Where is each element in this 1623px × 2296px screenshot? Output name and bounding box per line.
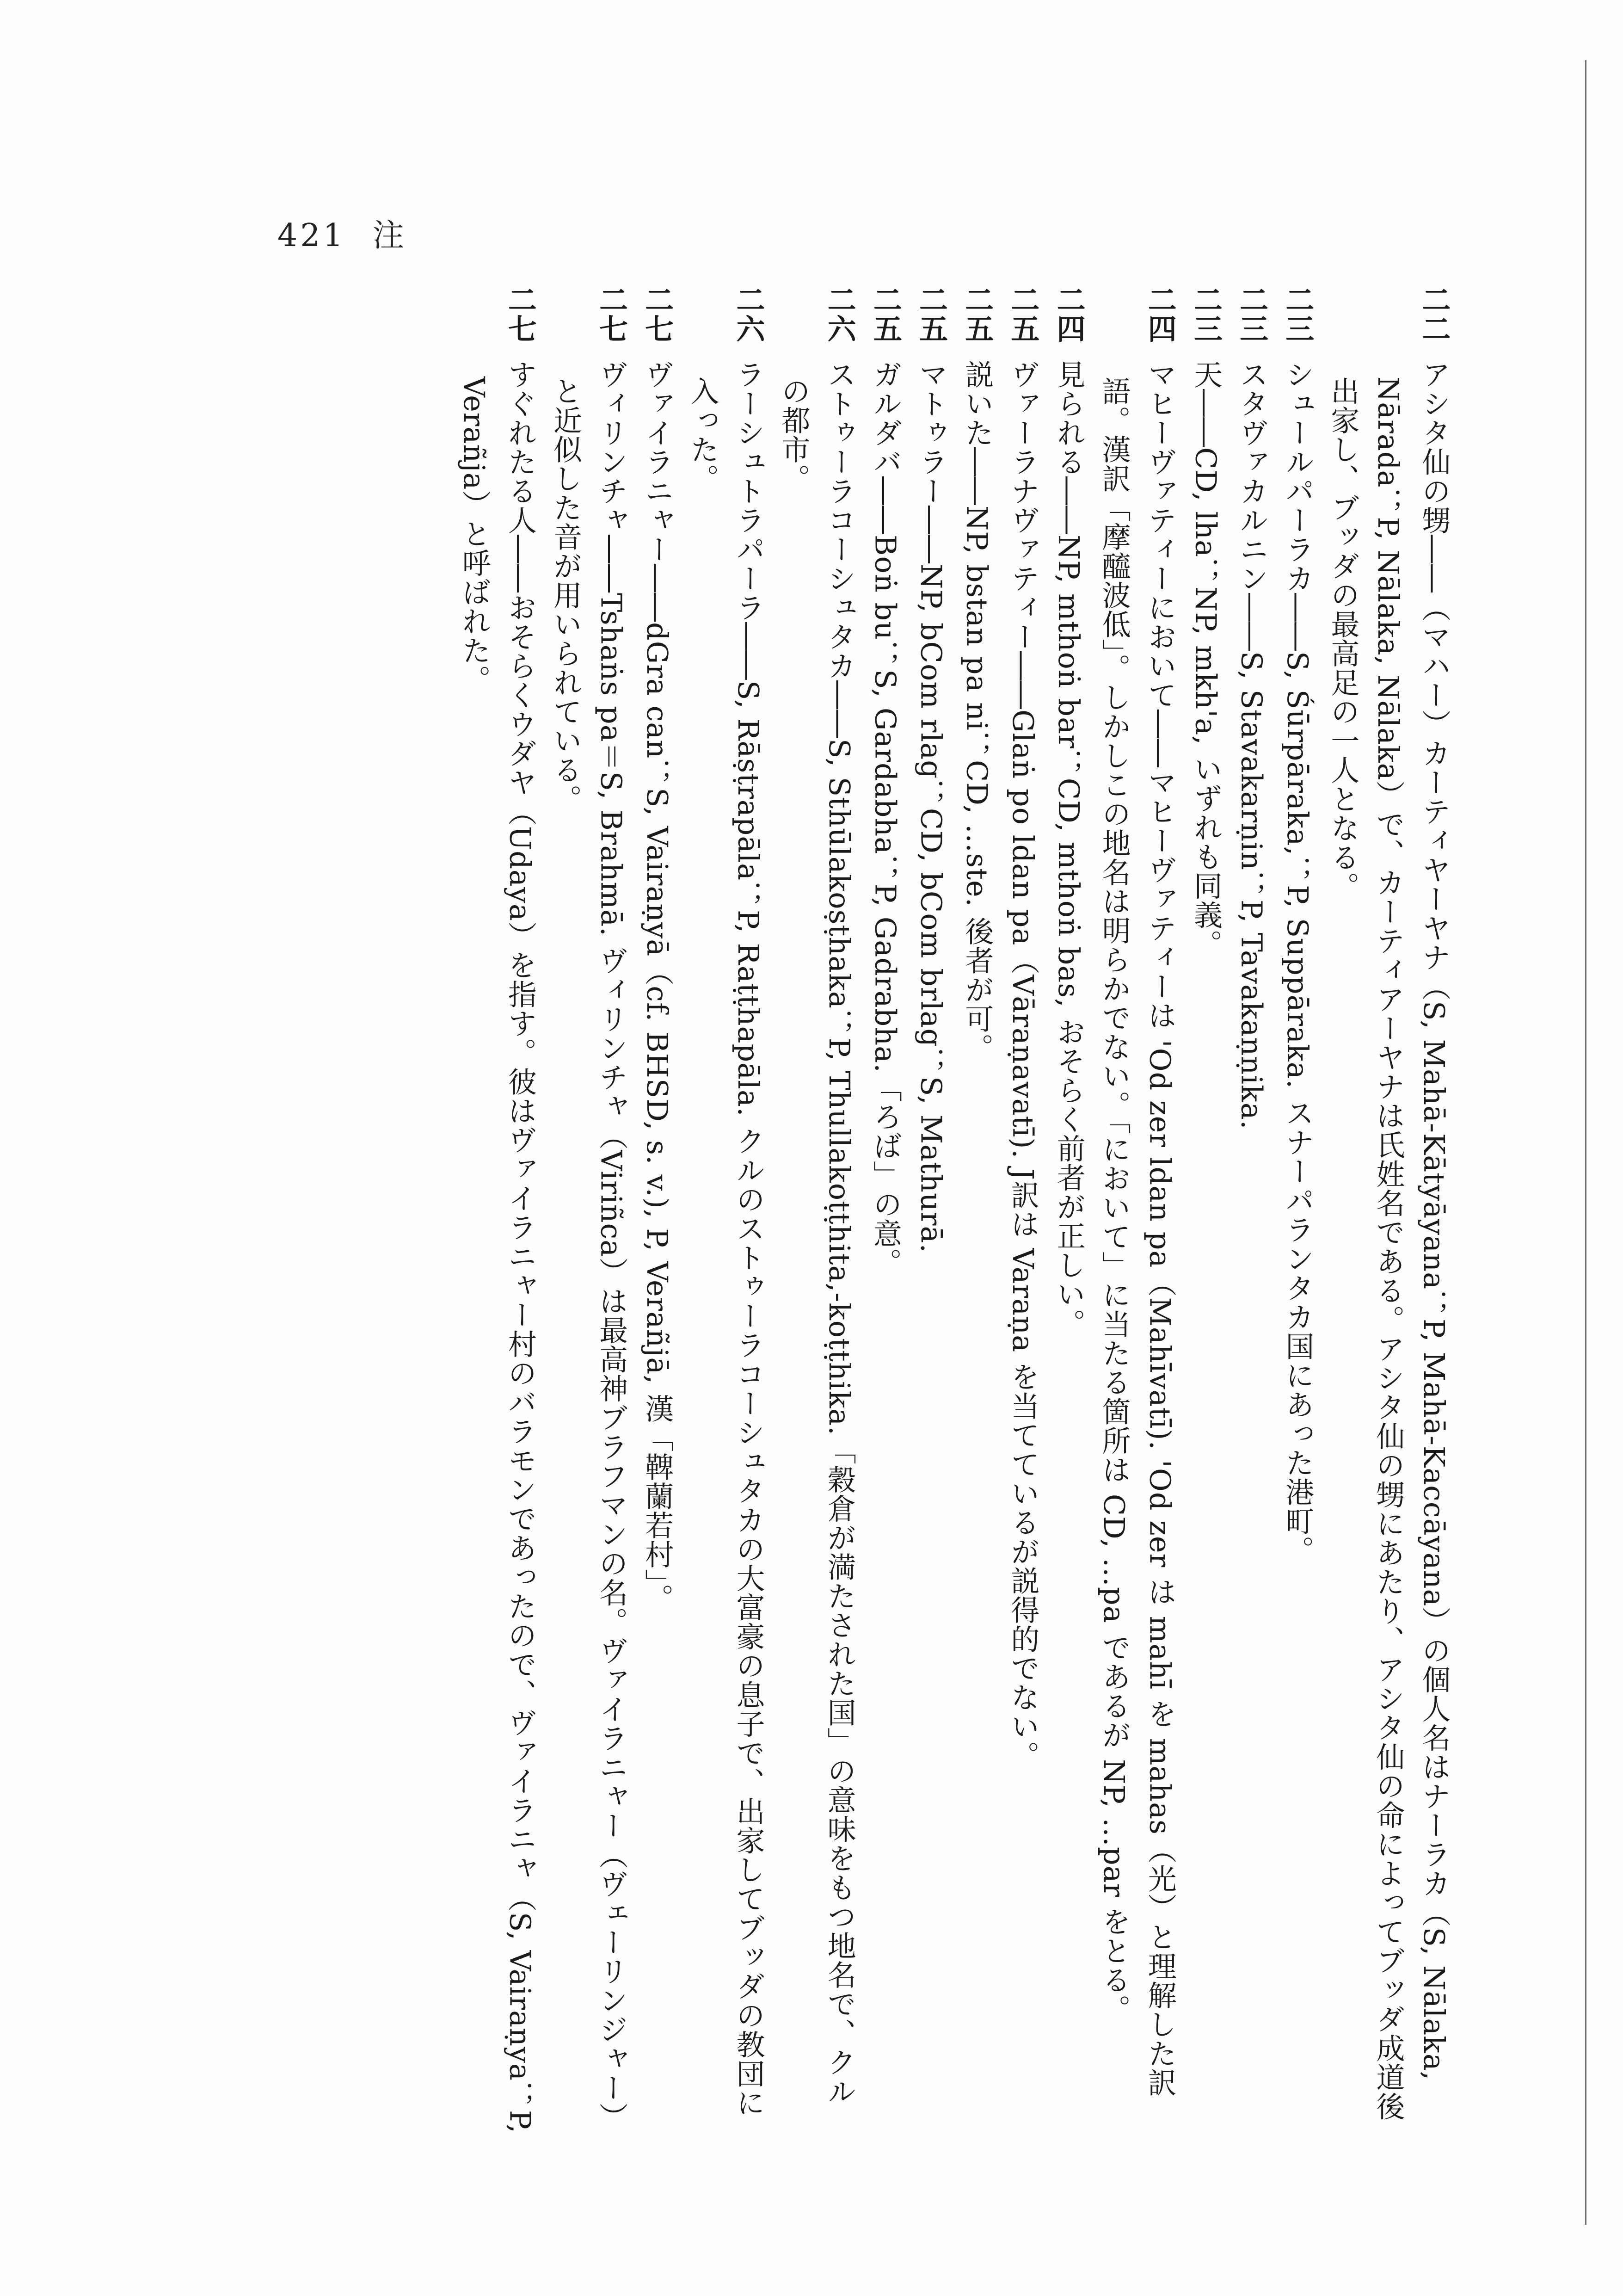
note-text: ストゥーラコーシュタカ――S, Sthūlakoṣṭhaka；P, Thullakoṭṭhita,-koṭṭhika.「穀倉が満たされた国」の意味をもつ地名で、クルの都市。 (776, 360, 857, 2106)
note-text: 見られる――NP, mthoṅ bar；CD, mthoṅ bas, おそらく前者が正しい。 (1052, 360, 1086, 1338)
note-text: ガルダバ――Boṅ bu；S, Gardabha；P, Gadrabha.「ろば」の意。 (868, 360, 903, 1277)
note (1274, 284, 1320, 2135)
note-text: マトゥラー――NP, bCom rlag；CD, bCom brlag；S, Mathurā. (914, 360, 948, 1253)
running-header (277, 210, 434, 255)
note (451, 284, 542, 2135)
note-number: 二二 (1417, 284, 1451, 343)
note-text: アシタ仙の甥――（マハー）カーティヤーヤナ（S, Mahā-Kātyāyana；P, Mahā-Kaccāyana）の個人名はナーラカ（S, Nālaka, Nārada；P, Nālaka, Nālaka）で、カーティアーヤナは氏姓名である。アシタ仙の甥にあたり、アシタ仙の命によってブッダ成道後出家し、ブッダの最高足の一人となる。 (1326, 360, 1451, 2121)
note-number: 二五 (868, 284, 903, 343)
note (1000, 284, 1045, 2135)
note (862, 284, 908, 2135)
note (908, 284, 953, 2135)
note-number: 二三 (1280, 284, 1315, 343)
note (771, 284, 862, 2135)
note-text: すぐれたる人――おそらくウダヤ（Udaya）を指す。彼はヴァイラニャー村のバラモンであったので、ヴァイラニャ（S, Vairaṇya；P, Verañja）と呼ばれた。 (457, 360, 537, 2134)
note-number: 二三 (1189, 284, 1223, 343)
note-number: 二三 (1235, 284, 1269, 343)
notes-body (231, 284, 1457, 2135)
note (1182, 284, 1228, 2135)
note (1228, 284, 1274, 2135)
note-number: 二五 (1006, 284, 1040, 343)
page-number: 421 (277, 217, 346, 254)
note-number: 二五 (960, 284, 994, 343)
note-text: ヴァーラナヴァティー――Glaṅ po ldan pa（Vāraṇavatī). J訳は Varaṇa を当てているが説得的でない。 (1006, 360, 1040, 1770)
note-text: 説いた――NP, bstan pa ni；CD, …ste. 後者が可。 (960, 360, 994, 1063)
note-text: シュールパーラカ――S, Śūrpāraka,；P, Suppāraka. スナーパランタカ国にあった港町。 (1280, 360, 1315, 1565)
note-text: ラーシュトラパーラ――S, Rāṣṭrapāla；P, Raṭṭhapāla. クルのストゥーラコーシュタカの大富豪の息子で、出家してブッダの教団に入った。 (685, 360, 765, 2117)
note-text: マヒーヴァティーにおいて――マヒーヴァティーは 'Od zer ldan pa（Mahīvatī). 'Od zer は mahī を mahas（光）と理解した訳語。漢訳「摩醯波低」。しかしこの地名は明らかでない。「において」に当たる箇所は CD, …pa であるが NP, …par をとる。 (1097, 360, 1177, 2098)
note-number: 二五 (914, 284, 948, 343)
section-title: 注 (372, 217, 407, 254)
note-number: 二七 (594, 284, 628, 343)
note-number: 二四 (1052, 284, 1086, 343)
note-text: ヴィリンチャ――Tshaṅs pa＝S, Brahmā. ヴィリンチャ（Viriñca）は最高神ブラフマンの名。ヴァイラニャー（ヴェーリンジャー）と近似した音が用いられている。 (548, 360, 628, 2132)
note (634, 284, 680, 2135)
note-text: ヴァイラニャー――dGra can；S, Vairaṇyā（cf. BHSD, s. v.), P, Verañjā, 漢「鞞蘭若村」。 (640, 360, 674, 1613)
page-spine-edge (1585, 60, 1586, 2225)
note-text: 天――CD, lha；NP, mkh'a, いずれも同義。 (1189, 360, 1223, 959)
note (542, 284, 633, 2135)
note-text: スタヴァカルニン――S, Stavakarṇin；P, Tavakaṇṇika. (1235, 360, 1269, 1130)
note (1091, 284, 1182, 2135)
note (1320, 284, 1457, 2135)
note (680, 284, 771, 2135)
note-number: 二四 (1143, 284, 1177, 343)
note (1045, 284, 1091, 2135)
note-number: 二七 (503, 284, 537, 343)
note-number: 二六 (731, 284, 765, 343)
note-number: 二六 (823, 284, 857, 343)
note-number: 二七 (640, 284, 674, 343)
note (954, 284, 1000, 2135)
